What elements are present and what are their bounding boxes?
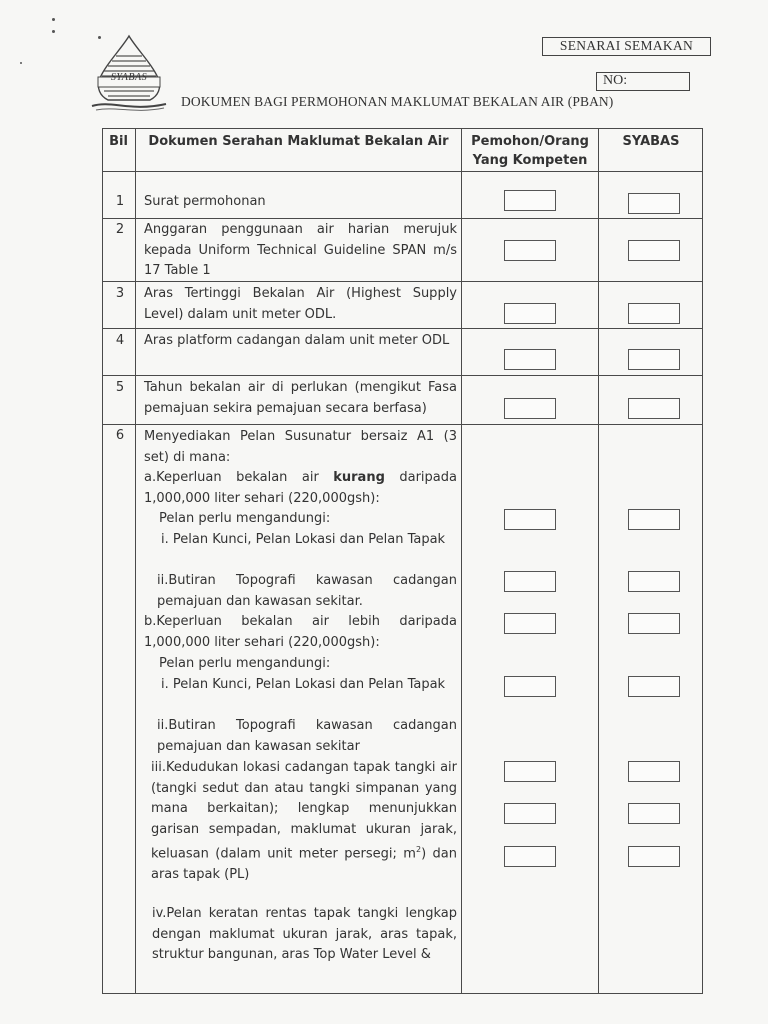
item-6b-iv: iv.Pelan keratan rentas tapak tangki lengkap dengan maklumat ukuran jarak, aras tapak, struktur bangunan, aras Top Water Level &	[152, 906, 457, 963]
row-number: 3	[115, 286, 125, 301]
item-6b-iii	[151, 758, 457, 886]
logo-text: SYABAS	[110, 72, 148, 83]
scan-speck	[52, 30, 55, 33]
pemohon-checkbox[interactable]	[504, 761, 556, 782]
row-text: Aras platform cadangan dalam unit meter ODL	[144, 333, 450, 348]
syabas-checkbox[interactable]	[628, 240, 680, 261]
item-6a-suffix: daripada 1,000,000 liter sehari (220,000gsh):	[144, 470, 457, 506]
column-header-pemohon-line2: Yang Kompeten	[472, 153, 588, 168]
column-divider	[598, 128, 599, 994]
column-header-syabas: SYABAS	[622, 134, 680, 149]
syabas-checkbox[interactable]	[628, 349, 680, 370]
pemohon-checkbox[interactable]	[504, 676, 556, 697]
item-6a-bold: kurang	[333, 470, 385, 485]
row-divider	[102, 424, 703, 425]
document-title: DOKUMEN BAGI PERMOHONAN MAKLUMAT BEKALAN AIR (PBAN)	[181, 94, 614, 109]
column-divider	[461, 128, 462, 994]
row-divider	[102, 328, 703, 329]
item-6a-ii: ii.Butiran Topografi kawasan cadangan pemajuan dan kawasan sekitar.	[157, 573, 457, 609]
pemohon-checkbox[interactable]	[504, 613, 556, 634]
pemohon-checkbox[interactable]	[504, 240, 556, 261]
pelan-perlu-label-b: Pelan perlu mengandungi:	[159, 656, 331, 671]
item-6b-iii-tail: ) dan aras tapak (PL)	[151, 846, 457, 883]
row-number: 2	[115, 222, 125, 237]
column-header-dokumen: Dokumen Serahan Maklumat Bekalan Air	[148, 134, 449, 149]
superscript: 2	[415, 845, 422, 855]
row-text: Anggaran penggunaan air harian merujuk kepada Uniform Technical Guideline SPAN m/s 17 Table 1	[144, 222, 457, 279]
column-divider	[135, 128, 136, 994]
pemohon-checkbox[interactable]	[504, 846, 556, 867]
row-divider	[102, 375, 703, 376]
senarai-semakan-label: SENARAI SEMAKAN	[542, 37, 711, 56]
syabas-checkbox[interactable]	[628, 846, 680, 867]
item-6b-ii: ii.Butiran Topografi kawasan cadangan pemajuan dan kawasan sekitar	[157, 718, 457, 754]
header-divider	[102, 171, 703, 172]
syabas-checkbox[interactable]	[628, 303, 680, 324]
item-6a-text	[144, 468, 457, 509]
pemohon-checkbox[interactable]	[504, 398, 556, 419]
row-text: Tahun bekalan air di perlukan (mengikut Fasa pemajuan sekira pemajuan secara berfasa)	[144, 380, 457, 416]
pemohon-checkbox[interactable]	[504, 803, 556, 824]
row-number: 6	[115, 428, 125, 443]
pemohon-checkbox[interactable]	[504, 349, 556, 370]
item-6a-i: i. Pelan Kunci, Pelan Lokasi dan Pelan Tapak	[161, 532, 446, 547]
row-text: Aras Tertinggi Bekalan Air (Highest Supply Level) dalam unit meter ODL.	[144, 286, 457, 322]
syabas-checkbox[interactable]	[628, 676, 680, 697]
row-divider	[102, 218, 703, 219]
syabas-checkbox[interactable]	[628, 803, 680, 824]
item-6b-i: i. Pelan Kunci, Pelan Lokasi dan Pelan Tapak	[161, 677, 446, 692]
pemohon-checkbox[interactable]	[504, 190, 556, 211]
row-number: 5	[115, 380, 125, 395]
pemohon-checkbox[interactable]	[504, 303, 556, 324]
syabas-checkbox[interactable]	[628, 193, 680, 214]
pelan-perlu-label: Pelan perlu mengandungi:	[159, 511, 331, 526]
syabas-checkbox[interactable]	[628, 613, 680, 634]
syabas-checkbox[interactable]	[628, 398, 680, 419]
row-number: 1	[115, 194, 125, 209]
no-field[interactable]: NO:	[596, 72, 690, 91]
pemohon-checkbox[interactable]	[504, 571, 556, 592]
item-6b-iii-text: iii.Kedudukan lokasi cadangan tapak tangki air (tangki sedut dan atau tangki simpanan yang mana berkaitan); lengkap menunjukkan garisan sempadan, maklumat ukuran jarak, keluasan (dalam unit meter persegi; m	[151, 760, 457, 862]
row-number: 4	[115, 333, 125, 348]
row-text: Menyediakan Pelan Susunatur bersaiz A1 (3 set) di mana:	[144, 429, 457, 465]
scan-speck	[20, 62, 22, 64]
pemohon-checkbox[interactable]	[504, 509, 556, 530]
syabas-checkbox[interactable]	[628, 761, 680, 782]
syabas-checkbox[interactable]	[628, 509, 680, 530]
scan-speck	[52, 18, 55, 21]
syabas-checkbox[interactable]	[628, 571, 680, 592]
column-header-bil: Bil	[109, 134, 128, 149]
column-header-pemohon: Pemohon/Orang	[471, 134, 589, 149]
row-text: Surat permohonan	[144, 194, 266, 209]
item-6a-prefix: a.Keperluan bekalan air	[144, 470, 319, 485]
item-6b-text: b.Keperluan bekalan air lebih daripada 1,000,000 liter sehari (220,000gsh):	[144, 614, 457, 650]
